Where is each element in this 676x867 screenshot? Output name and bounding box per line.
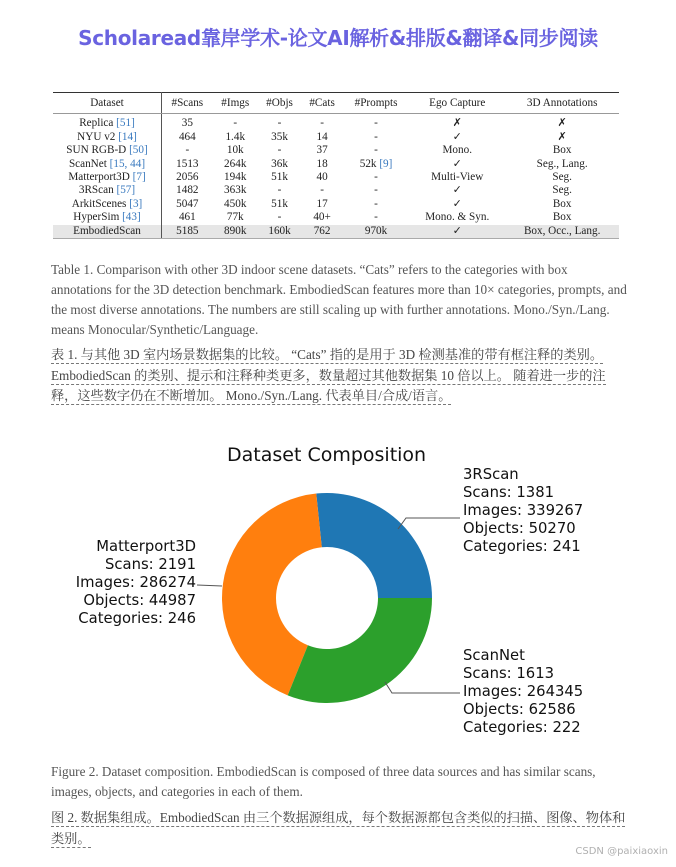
cell-ego-capture: ✓ xyxy=(409,225,505,239)
cell-3d-annotations: Seg. xyxy=(552,184,572,197)
cell-objs: - xyxy=(277,117,282,130)
scholaread-banner-title: Scholaread靠岸学术-论文AI解析&排版&翻译&同步阅读 xyxy=(78,26,598,50)
cell-scans: 5047 xyxy=(176,197,199,210)
cell-ego-capture: ✓ xyxy=(452,130,462,143)
cell-objs: - xyxy=(277,184,282,197)
cell-cats: 762 xyxy=(301,225,343,239)
cell-imgs: - xyxy=(233,117,238,130)
label-scannet-scans: Scans: 1613 xyxy=(463,665,555,682)
citation-link[interactable]: [50] xyxy=(129,144,148,157)
prompts-value: - xyxy=(374,211,378,224)
citation-link[interactable]: [3] xyxy=(129,197,143,210)
cell-ego-capture: ✓ xyxy=(452,157,462,170)
dataset-name: Replica xyxy=(79,117,114,130)
label-matterport3d-scans: Scans: 2191 xyxy=(104,556,196,573)
cell-scans: 1482 xyxy=(176,184,199,197)
table-caption-en: Table 1. Comparison with other 3D indoor scene datasets. “Cats” refers to the categories with box annotations for the 3D detection benchmark. EmbodiedScan features more than 10× categories, prompts, and the most diverse annotations. The numbers are still scaling up with further annotations. Mono./Syn./Lang. means Monocular/Synthetic/Language. xyxy=(51,262,627,337)
cell-scans: 461 xyxy=(178,211,196,224)
citation-link[interactable]: [51] xyxy=(116,117,135,130)
label-scannet-categories: Categories: 222 xyxy=(463,719,581,736)
citation-link[interactable]: [43] xyxy=(122,211,141,224)
leader-line-scannet xyxy=(385,682,460,693)
label-scannet-objects: Objects: 62586 xyxy=(463,701,576,718)
cell-ego-capture: Multi-View xyxy=(431,171,484,184)
col-header-objs: #Objs xyxy=(258,93,301,114)
cell-ego-capture: Mono. & Syn. xyxy=(425,211,490,224)
cell-ego-capture: ✗ xyxy=(452,117,462,130)
leader-line-matterport3d xyxy=(197,585,222,586)
cell-3d-annotations: Seg. xyxy=(552,171,572,184)
citation-link[interactable]: [14] xyxy=(118,130,137,143)
cell-ego-capture: Mono. xyxy=(442,144,473,157)
figure-caption-cn-text[interactable]: 图 2. 数据集组成。EmbodiedScan 由三个数据源组成，每个数据源都包含类似的扫描、图像、物体和类别。 xyxy=(51,810,626,846)
dataset-name: ScanNet xyxy=(68,157,107,170)
cell-cats: - xyxy=(320,117,324,130)
cell-imgs: 363k xyxy=(224,184,247,197)
cell-objs: - xyxy=(277,211,282,224)
col-header-3d-annotations: 3D Annotations xyxy=(505,93,619,114)
cell-3d-annotations: Box xyxy=(552,144,572,157)
prompts-value: - xyxy=(374,171,378,184)
cell-objs: 51k xyxy=(271,171,288,184)
cell-scans: 464 xyxy=(178,130,196,143)
label-3rscan-name: 3RScan xyxy=(463,466,519,483)
label-3rscan-scans: Scans: 1381 xyxy=(463,484,555,501)
cell-3d-annotations: Box, Occ., Lang. xyxy=(505,225,619,239)
donut-slice-3rscan xyxy=(316,493,432,598)
cell-imgs: 264k xyxy=(224,157,247,170)
label-scannet-images: Images: 264345 xyxy=(463,683,584,700)
col-header-ego-capture: Ego Capture xyxy=(409,93,505,114)
prompts-value: - xyxy=(374,197,378,210)
prompts-value: - xyxy=(374,117,378,130)
cell-ego-capture: ✓ xyxy=(452,184,462,197)
label-3rscan-images: Images: 339267 xyxy=(463,502,584,519)
label-matterport3d-categories: Categories: 246 xyxy=(78,610,196,627)
leader-line-3rscan xyxy=(398,518,460,529)
cell-scans: 2056 xyxy=(176,171,199,184)
cell-imgs: 194k xyxy=(224,171,247,184)
cell-cats: - xyxy=(320,184,324,197)
label-matterport3d-objects: Objects: 44987 xyxy=(83,592,196,609)
prompts-value: - xyxy=(374,130,378,143)
cell-cats: 37 xyxy=(316,144,328,157)
cell-objs: 51k xyxy=(271,197,288,210)
label-scannet-name: ScanNet xyxy=(463,647,525,664)
cell-scans: 35 xyxy=(181,117,193,130)
cell-imgs: 1.4k xyxy=(225,130,246,143)
cell-cats: 40 xyxy=(316,171,328,184)
dataset-name: SUN RGB-D xyxy=(66,144,127,157)
cell-3d-annotations: Box xyxy=(552,197,572,210)
label-3rscan xyxy=(463,466,583,556)
cell-scans: - xyxy=(185,144,190,157)
dataset-name: ArkitScenes xyxy=(71,197,127,210)
cell-objs: 160k xyxy=(258,225,301,239)
cell-cats: 18 xyxy=(316,157,328,170)
col-header-imgs: #Imgs xyxy=(213,93,258,114)
figure-caption-en: Figure 2. Dataset composition. EmbodiedScan is composed of three data sources and has similar scans, images, objects, and categories in each of them. xyxy=(51,764,596,799)
dataset-name: HyperSim xyxy=(73,211,120,224)
cell-cats: 40+ xyxy=(313,211,331,224)
label-matterport3d-name: Matterport3D xyxy=(96,538,196,555)
label-matterport3d-images: Images: 286274 xyxy=(75,574,196,591)
citation-link[interactable]: [7] xyxy=(132,171,146,184)
cell-cats: 17 xyxy=(316,197,328,210)
col-header-prompts: #Prompts xyxy=(343,93,409,114)
prompts-value: 970k xyxy=(364,224,388,237)
cell-ego-capture: ✓ xyxy=(452,197,462,210)
cell-imgs: 890k xyxy=(213,225,258,239)
cell-3d-annotations: Seg., Lang. xyxy=(536,157,588,170)
dataset-name: 3RScan xyxy=(78,184,114,197)
citation-link[interactable]: [15, 44] xyxy=(109,157,146,170)
label-matterport3d xyxy=(76,538,196,628)
prompts-value: - xyxy=(374,184,378,197)
cell-3d-annotations: ✗ xyxy=(557,117,567,130)
donut-slice-scannet xyxy=(288,598,432,703)
cell-imgs: 450k xyxy=(224,197,247,210)
cell-objs: 36k xyxy=(271,157,288,170)
dataset-name: Matterport3D xyxy=(68,171,130,184)
cell-scans: 1513 xyxy=(176,157,199,170)
cell-3d-annotations: Box xyxy=(552,211,572,224)
cell-imgs: 10k xyxy=(226,144,244,157)
citation-link[interactable]: [9] xyxy=(379,157,393,170)
cell-scans: 5185 xyxy=(162,225,213,239)
label-3rscan-objects: Objects: 50270 xyxy=(463,520,576,537)
table-caption-cn-text[interactable]: 表 1. 与其他 3D 室内场景数据集的比较。 “Cats” 指的是用于 3D 检测基准的带有框注释的类别。 EmbodiedScan 的类别、提示和注释种类更多，数量超过其他数据集 10 倍以上。 随着进一步的注释，这些数字仍在不断增加。 Mono./Syn./Lang. 代表单目/合成/语言。 xyxy=(51,347,606,403)
cell-cats: 14 xyxy=(316,130,328,143)
cell-imgs: 77k xyxy=(226,211,244,224)
dataset-name: NYU v2 xyxy=(77,130,116,143)
col-header-scans: #Scans xyxy=(162,93,213,114)
prompts-value: 52k xyxy=(359,157,377,170)
col-header-cats: #Cats xyxy=(301,93,343,114)
citation-link[interactable]: [57] xyxy=(116,184,136,197)
cell-3d-annotations: ✗ xyxy=(557,130,567,143)
chart-title: Dataset Composition xyxy=(227,444,427,466)
dataset-name: EmbodiedScan xyxy=(73,224,141,237)
col-header-dataset: Dataset xyxy=(53,93,162,114)
label-3rscan-categories: Categories: 241 xyxy=(463,538,581,555)
cell-objs: - xyxy=(277,144,282,157)
figure-caption-cn[interactable] xyxy=(51,808,631,849)
csdn-watermark: CSDN @paixiaoxin xyxy=(575,846,668,857)
cell-objs: 35k xyxy=(271,130,288,143)
prompts-value: - xyxy=(374,144,378,157)
label-scannet xyxy=(463,647,583,737)
